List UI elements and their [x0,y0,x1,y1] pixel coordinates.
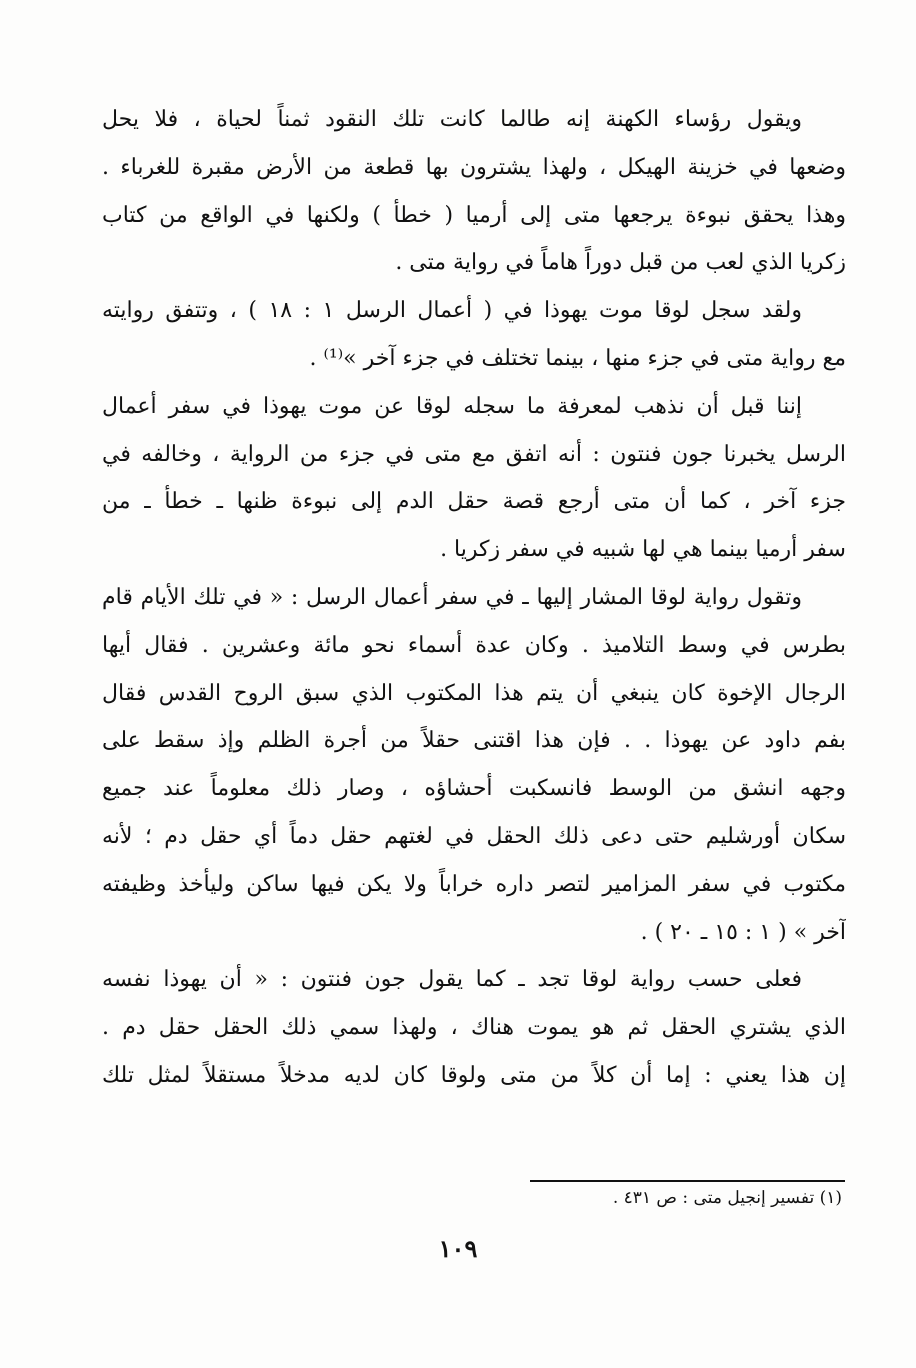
text-line: ولقد سجل لوقا موت يهوذا في ( أعمال الرسل ١ : ١٨ ) ، وتتفق روايته [102,298,803,324]
text-line: إن هذا يعني : إما أن كلاً من متى ولوقا كان لديه مدخلاً مستقلاً لمثل تلك [102,1062,846,1088]
text-line: فعلى حسب رواية لوقا تجد ـ كما يقول جون فنتون : « أن يهوذا نفسه [102,967,802,993]
text-line: الرجال الإخوة كان ينبغي أن يتم هذا المكتوب الذي سبق الروح القدس فقال [102,680,846,706]
page-number: ١٠٩ [438,1234,478,1263]
text-line: جزء آخر ، كما أن متى أرجع قصة حقل الدم إلى نبوءة ظنها ـ خطأ ـ من [102,489,846,515]
footnote: (١) تفسير إنجيل متى : ص ٤٣١ . [612,1188,842,1208]
text-line: إننا قبل أن نذهب لمعرفة ما سجله لوقا عن موت يهوذا في سفر أعمال [102,393,802,419]
text-line: زكريا الذي لعب من قبل دوراً هاماً في رواية متى . [395,250,846,276]
text-line: بطرس في وسط التلاميذ . وكان عدة أسماء نحو مائة وعشرين . فقال أيها [102,632,846,658]
text-line: آخر » ( ١ : ١٥ ـ ٢٠ ) . [640,919,846,945]
text-line: مع رواية متى في جزء منها ، بينما تختلف في جزء آخر »⁽¹⁾ . [309,345,846,371]
text-line: وضعها في خزينة الهيكل ، ولهذا يشترون بها قطعة من الأرض مقبرة للغرباء . [102,154,846,180]
text-line: وهذا يحقق نبوءة يرجعها متى إلى أرميا ( خطأ ) ولكنها في الواقع من كتاب [102,202,846,228]
text-line: وجهه انشق من الوسط فانسكبت أحشاؤه ، وصار ذلك معلوماً عند جميع [102,776,846,802]
body-text [102,96,846,1100]
text-line: ويقول رؤساء الكهنة إنه طالما كانت تلك النقود ثمناً لحياة ، فلا يحل [102,107,802,132]
text-line: مكتوب في سفر المزامير لتصر داره خراباً ولا يكن فيها ساكن وليأخذ وظيفته [102,871,846,897]
text-line: الرسل يخبرنا جون فنتون : أنه اتفق مع متى في جزء من الرواية ، وخالفه في [102,441,846,467]
footnote-divider [530,1180,845,1182]
text-line: وتقول رواية لوقا المشار إليها ـ في سفر أعمال الرسل : « في تلك الأيام قام [102,584,802,610]
text-line: سكان أورشليم حتى دعى ذلك الحقل في لغتهم حقل دماً أي حقل دم ؛ لأنه [102,823,846,849]
text-line: سفر أرميا بينما هي لها شبيه في سفر زكريا . [440,537,846,563]
text-line: الذي يشتري الحقل ثم هو يموت هناك ، ولهذا سمي ذلك الحقل حقل دم . [102,1015,846,1041]
text-line: بفم داود عن يهوذا . . فإن هذا اقتنى حقلاً من أجرة الظلم وإذ سقط على [102,728,846,754]
